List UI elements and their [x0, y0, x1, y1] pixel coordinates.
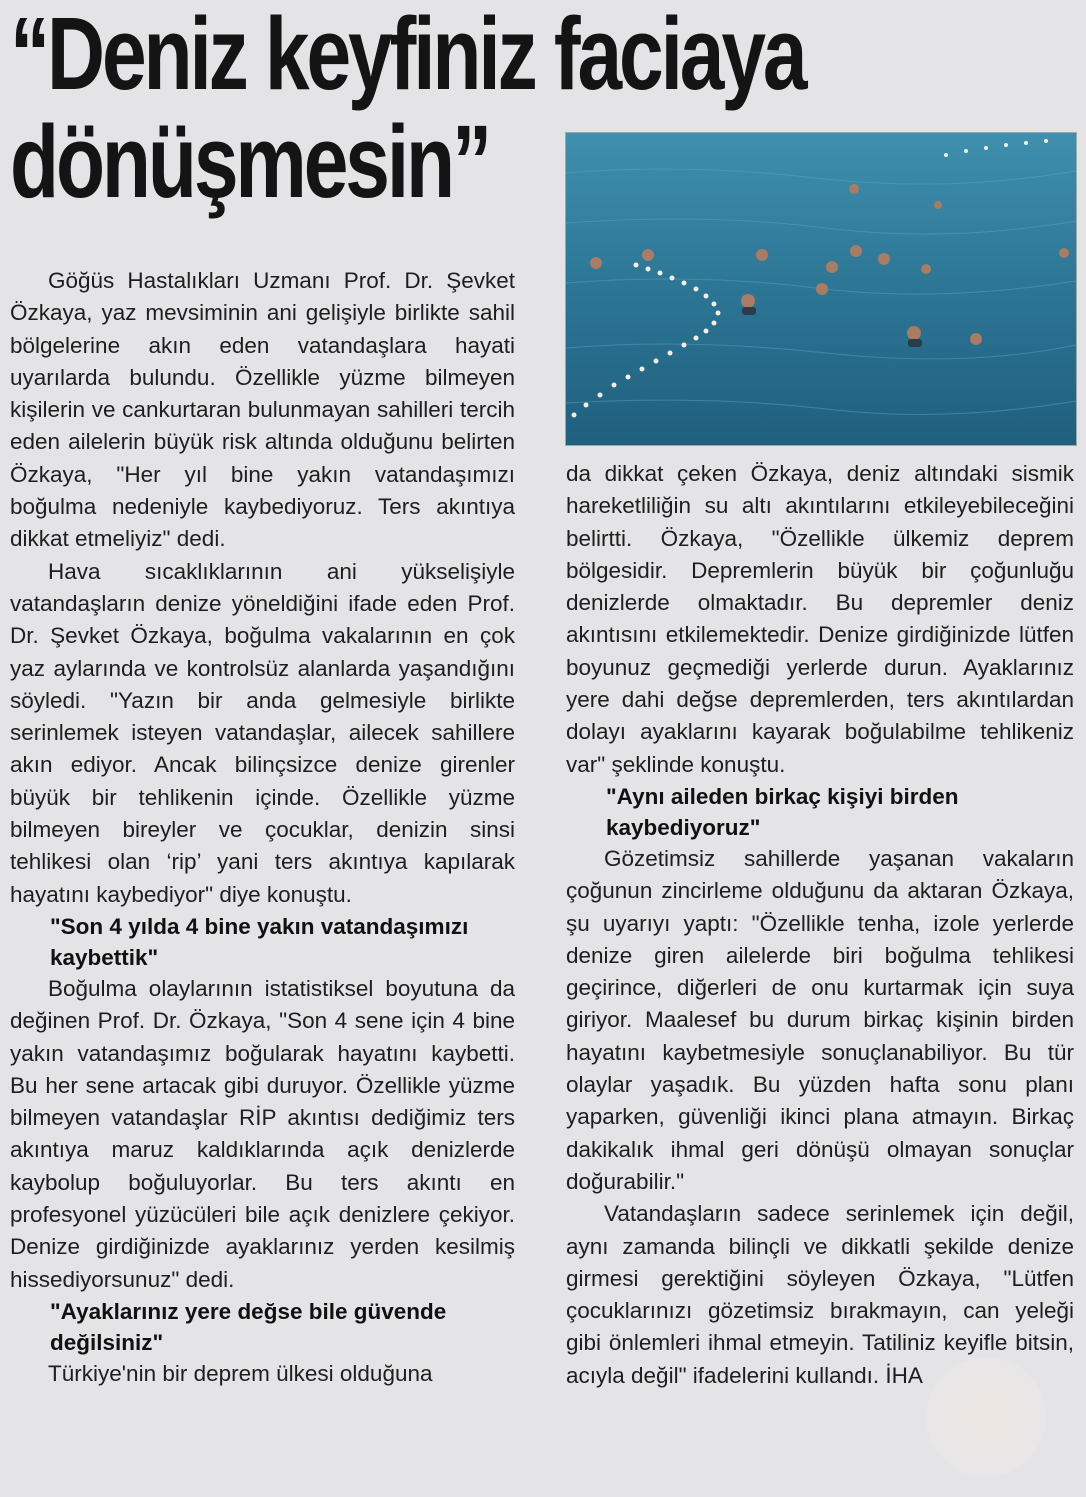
- article-column-left: [10, 265, 515, 1390]
- paragraph: Hava sıcaklıklarının ani yükselişiyle vatandaşların denize yöneldiğini ifade eden Prof. Dr. Şevket Özkaya, boğulma vakalarının en çok yaz aylarında ve kontrolsüz alanlarda yaşandığını söyledi. "Yazın bir anda gelmesiyle birlikte serinlemek isteyen vatandaşlar, ailecek sahillere akın ediyor. Ancak bilinçsizce denize girenler büyük bir tehlikenin içinde. Özellikle yüzme bilmeyen bireyler ve çocuklar, denizin sinsi tehlikesi olan ‘rip’ yani ters akıntıya kapılarak hayatını kaybediyor" diye konuştu.: [10, 558, 515, 907]
- paragraph: Vatandaşların sadece serinlemek için değil, aynı zamanda bilinçli ve dikkatli şekilde denize girmesi gerektiğini söyleyen Özkaya, "Lütfen çocuklarınızı gözetimsiz bırakmayın, can yeleği gibi önlemleri ihmal etmeyin. Tatiliniz keyifle bitsin, acıyla değil" ifadelerini kullandı. İHA: [566, 1201, 1074, 1388]
- headline-line-2: dönüşmesin”: [10, 104, 490, 219]
- photo-illustration: [566, 133, 1076, 445]
- subheading: "Aynı aileden birkaç kişiyi birden kaybediyoruz": [606, 783, 959, 840]
- sea-swimmers-photo: [565, 132, 1077, 446]
- paragraph: Gözetimsiz sahillerde yaşanan vakaların çoğunun zincirleme olduğunu da aktaran Özkaya, şu uyarıyı yaptı: "Özellikle tenha, izole yerlerde denize giren ailelerde biri boğulma tehlikesi geçirince, diğerleri de onu kurtarmak için suya giriyor. Maalesef bu durum birkaç kişinin birden hayatını kaybetmesiyle sonuçlanabiliyor. Bu tür olaylar yaşadık. Bu yüzden hafta sonu planı yaparken, güvenliği ikinci plana atmayın. Birkaç dakikalık ihmal geri dönüşü olmayan sonuçlar doğurabilir.": [566, 845, 1074, 1194]
- watermark-seal: [926, 1357, 1046, 1477]
- subheading: "Son 4 yılda 4 bine yakın vatandaşımızı kaybettik": [50, 913, 469, 970]
- paragraph: Boğulma olaylarının istatistiksel boyutuna da değinen Prof. Dr. Özkaya, "Son 4 sene için 4 bine yakın vatandaşımız boğularak hayatını kaybetti. Bu her sene artacak gibi duruyor. Özellikle yüzme bilmeyen vatandaşlar RİP akıntısı dediğimiz ters akıntıya maruz kaldıklarında açık denizlerde kaybolup boğuluyorlar. Bu ters akıntı en profesyonel yüzücüleri bile açık denizlere çekiyor. Denize girdiğinizde ayaklarınız yerden kesilmiş hissediyorsunuz" dedi.: [10, 975, 515, 1292]
- paragraph: Göğüs Hastalıkları Uzmanı Prof. Dr. Şevket Özkaya, yaz mevsiminin ani gelişiyle birlikte sahil bölgelerine akın eden vatandaşlara hayati uyarılarda bulundu. Özellikle yüzme bilmeyen kişilerin ve cankurtaran bulunmayan sahilleri tercih eden ailelerin büyük risk altında olduğunu belirten Özkaya, "Her yıl bine yakın vatandaşımızı boğulma nedeniyle kaybediyoruz. Ters akıntıya dikkat etmeliyiz" dedi.: [10, 268, 515, 552]
- subheading: "Ayaklarınız yere değse bile güvende değilsiniz": [50, 1298, 447, 1355]
- paragraph: Türkiye'nin bir deprem ülkesi olduğuna: [48, 1360, 433, 1386]
- article-column-right: [566, 458, 1074, 1392]
- headline-line-1: “Deniz keyfiniz faciaya: [10, 0, 805, 111]
- paragraph: da dikkat çeken Özkaya, deniz altındaki sismik hareketliliğin su altı akıntılarını etkileyebileceğini belirtti. Özkaya, "Özellikle ülkemiz deprem bölgesidir. Depremlerin büyük bir çoğunluğu denizlerde olmaktadır. Bu depremler deniz akıntısını etkilemektedir. Denize girdiğinizde lütfen boyunuz geçmediği yerlerde durun. Ayaklarınız yere dahi değse depremlerden, ters akıntılardan dolayı ayaklarını kayarak boğulabilme tehlikeniz var" şeklinde konuştu.: [566, 461, 1074, 777]
